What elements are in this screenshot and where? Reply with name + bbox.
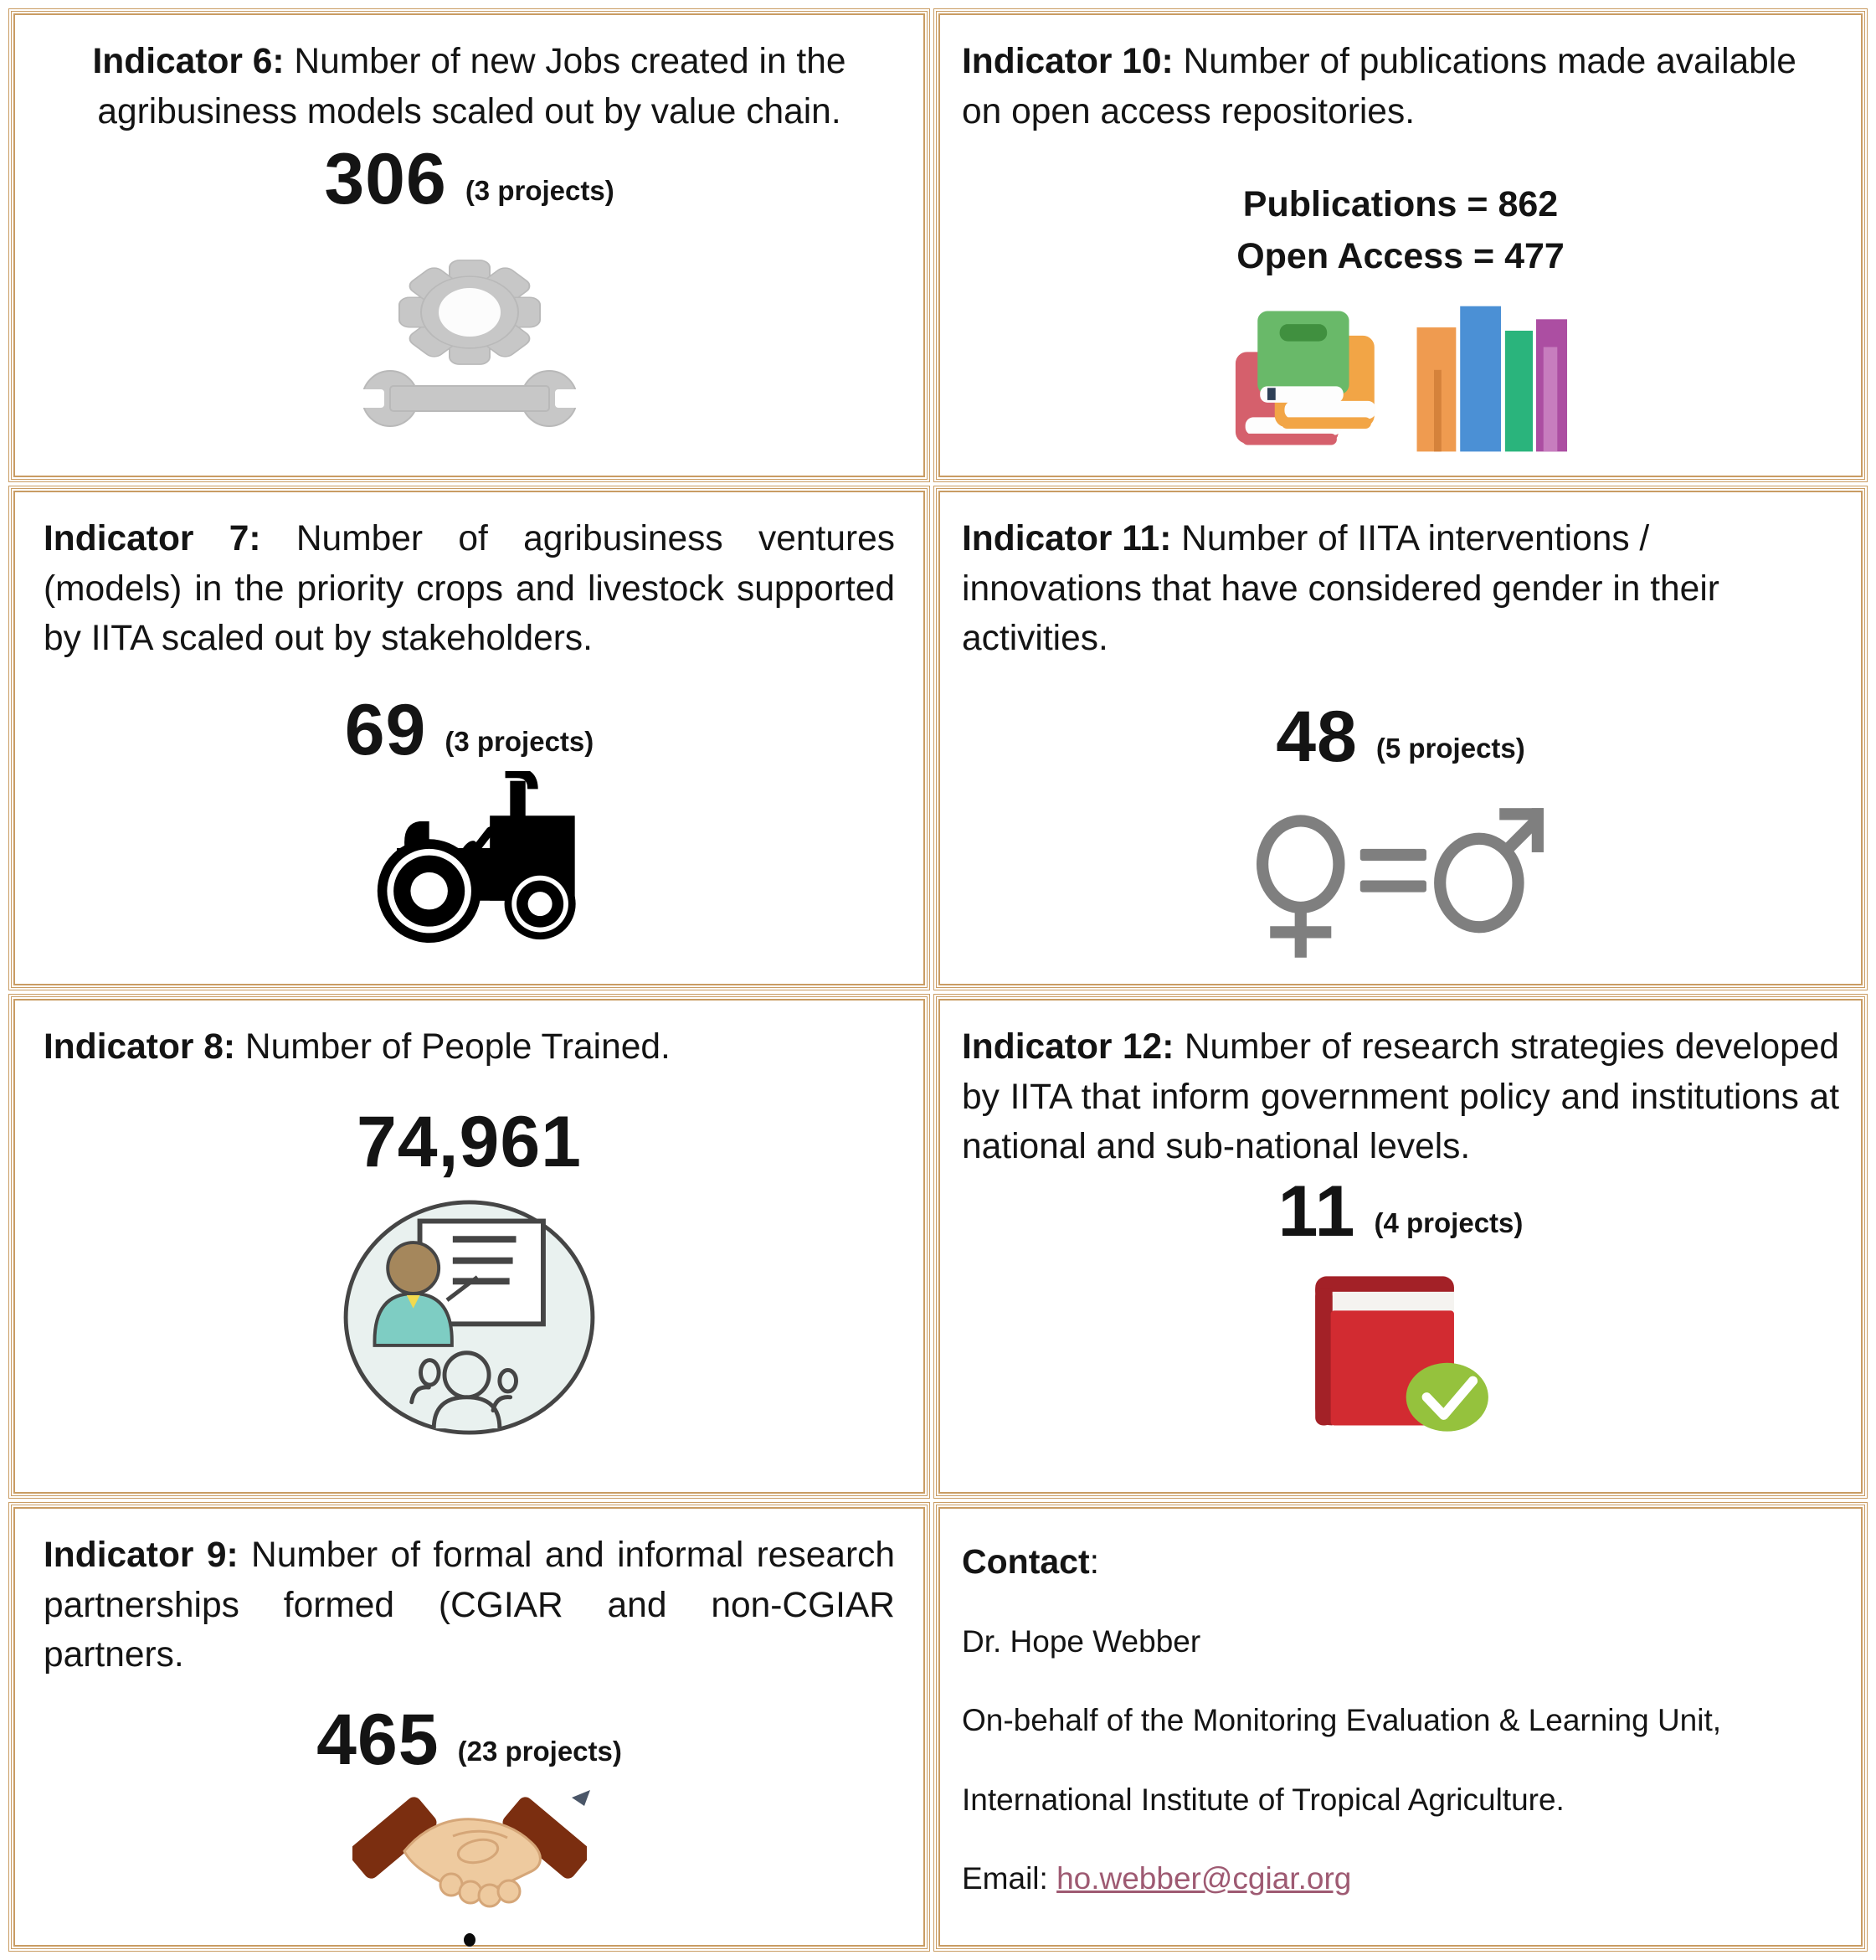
tractor-icon <box>348 771 591 945</box>
indicator-11-description: Number of IITA interventions / innovations that have considered gender in their activities. <box>962 519 1719 658</box>
contact-name: Dr. Hope Webber <box>962 1624 1201 1659</box>
indicator-11-label: Indicator 11: <box>962 519 1172 558</box>
cursor-artifact <box>570 1789 592 1808</box>
indicator-12-value: 11 <box>1277 1170 1356 1252</box>
indicator-7-projects: (3 projects) <box>445 725 594 757</box>
indicator-7-value-row <box>44 689 895 770</box>
indicator-9-value: 465 <box>316 1699 439 1780</box>
indicator-8-value: 74,961 <box>356 1101 583 1182</box>
indicator-7-text <box>44 514 895 664</box>
contact-unit: On-behalf of the Monitoring Evaluation & Learning Unit, <box>962 1703 1722 1738</box>
indicator-9-text <box>44 1530 895 1680</box>
indicator-7-card <box>11 488 928 988</box>
indicator-6-text <box>51 37 888 136</box>
indicator-6-label: Indicator 6: <box>92 42 285 81</box>
indicator-6-description: Number of new Jobs created in the agribusiness models scaled out by value chain. <box>97 42 846 131</box>
contact-email-row <box>962 1860 1839 1897</box>
indicator-11-card <box>936 488 1865 988</box>
indicator-10-label: Indicator 10: <box>962 42 1174 81</box>
indicator-8-card <box>11 996 928 1496</box>
books-icon <box>1221 296 1580 464</box>
indicator-10-text <box>962 37 1839 136</box>
indicator-11-projects: (5 projects) <box>1375 732 1525 764</box>
indicator-6-card <box>11 11 928 480</box>
indicator-11-value-row <box>962 696 1839 777</box>
indicator-8-text <box>44 1022 895 1073</box>
indicator-8-label: Indicator 8: <box>44 1027 236 1067</box>
indicator-8-value-row <box>44 1101 895 1182</box>
training-presentation-icon <box>342 1198 597 1437</box>
indicator-9-card <box>11 1505 928 1949</box>
indicator-9-value-row <box>44 1699 895 1780</box>
indicator-12-projects: (4 projects) <box>1374 1206 1524 1238</box>
contact-card <box>936 1505 1865 1949</box>
indicator-11-value: 48 <box>1276 696 1358 777</box>
gear-wrench-icon <box>352 245 587 430</box>
indicator-12-label: Indicator 12: <box>962 1027 1174 1067</box>
contact-title-label: Contact <box>962 1542 1090 1581</box>
indicator-6-projects: (3 projects) <box>465 175 614 206</box>
indicator-9-projects: (23 projects) <box>457 1735 622 1767</box>
indicator-12-text <box>962 1022 1839 1172</box>
indicator-12-description: Number of research strategies developed by IITA that inform government policy and institutions at national and sub-national levels. <box>962 1027 1839 1166</box>
contact-email-label: Email: <box>962 1861 1057 1896</box>
open-access-count: Open Access = 477 <box>1236 236 1565 277</box>
contact-title <box>962 1542 1839 1582</box>
indicator-7-label: Indicator 7: <box>44 519 261 558</box>
gender-equality-icon <box>1257 805 1545 962</box>
handshake-icon <box>352 1786 587 1920</box>
indicator-9-description: Number of formal and informal research partnerships formed (CGIAR and non-CGIAR partners. <box>44 1536 896 1674</box>
contact-email-link[interactable]: ho.webber@cgiar.org <box>1056 1861 1352 1896</box>
indicator-6-value-row <box>44 139 895 219</box>
book-check-icon <box>1308 1271 1493 1434</box>
indicator-12-card <box>936 996 1865 1496</box>
indicator-11-text <box>962 514 1839 664</box>
indicator-10-description: Number of publications made available on open access repositories. <box>962 42 1796 131</box>
publication-stats <box>962 178 1839 283</box>
indicator-9-label: Indicator 9: <box>44 1536 239 1575</box>
indicator-7-description: Number of agribusiness ventures (models) in the priority crops and livestock supported by IITA scaled out by stakeholders. <box>44 519 895 658</box>
indicator-6-value: 306 <box>324 139 447 219</box>
contact-institute: International Institute of Tropical Agriculture. <box>962 1782 1565 1817</box>
publications-count: Publications = 862 <box>1242 184 1559 224</box>
indicator-7-value: 69 <box>344 689 427 770</box>
indicator-12-value-row <box>962 1170 1839 1252</box>
indicator-8-description: Number of People Trained. <box>235 1027 671 1067</box>
indicator-10-card <box>936 11 1865 480</box>
ink-dot-artifact <box>464 1933 475 1947</box>
contact-title-colon: : <box>1089 1542 1100 1581</box>
